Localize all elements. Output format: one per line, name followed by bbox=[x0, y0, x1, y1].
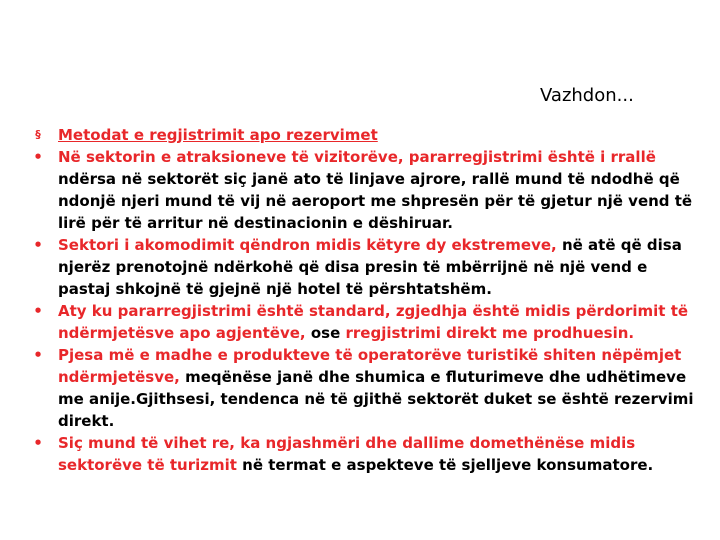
item-text: meqënëse janë dhe shumica e fluturimeve dhe udhëtimeve me anije.Gjithsesi, tendenca në të gjithë sektorët duket se është rezervimi direkt. bbox=[58, 368, 694, 430]
dot-bullet-icon: • bbox=[33, 302, 43, 320]
slide-title: Vazhdon... bbox=[540, 85, 634, 106]
square-bullet-icon: § bbox=[35, 128, 41, 141]
item-text: Siç mund të vihet re, ka ngjashmëri dhe dallime domethënëse midis sektorëve të turizmit bbox=[58, 434, 636, 474]
dot-bullet-icon: • bbox=[33, 236, 43, 254]
item-text: në atë që disa njerëz prenotojnë ndërkohë që disa presin të mbërrijnë në një vend e pastaj shkojnë të gjejnë një hotel të përshtatshëm. bbox=[58, 236, 682, 298]
dot-bullet-icon: • bbox=[33, 434, 43, 452]
item-text: ndërsa në sektorët siç janë ato të linjave ajrore, rallë mund të ndodhë që ndonjë njeri mund të vij në aeroport me shpresën për të gjetur një vend të lirë për të arritur në destinacionin e dëshiruar. bbox=[58, 170, 693, 232]
item-text: rregjistrimi direkt me prodhuesin. bbox=[345, 324, 635, 342]
item-text: në termat e aspekteve të sjelljeve konsumatore. bbox=[236, 456, 654, 474]
list-item bbox=[28, 124, 698, 146]
item-text: Pjesa më e madhe e produkteve të operatorëve turistikë shiten nëpëmjet ndërmjetësve, bbox=[58, 346, 682, 386]
list-item bbox=[28, 344, 698, 432]
list-item bbox=[28, 146, 698, 234]
item-text: Sektori i akomodimit qëndron midis këtyre dy ekstremeve, bbox=[58, 236, 557, 254]
dot-bullet-icon: • bbox=[33, 148, 43, 166]
item-text: ose bbox=[305, 324, 346, 342]
list-item bbox=[28, 432, 698, 476]
list-item bbox=[28, 234, 698, 300]
list-item bbox=[28, 300, 698, 344]
dot-bullet-icon: • bbox=[33, 346, 43, 364]
bullet-list bbox=[28, 124, 698, 476]
item-text: Aty ku pararregjistrimi është standard, zgjedhja është midis përdorimit të ndërmjetësve apo agjentëve, bbox=[58, 302, 689, 342]
item-text: Metodat e regjistrimit apo rezervimet bbox=[58, 126, 378, 144]
item-text: Në sektorin e atraksioneve të vizitorëve, pararregjistrimi është i rrallë bbox=[58, 148, 656, 166]
